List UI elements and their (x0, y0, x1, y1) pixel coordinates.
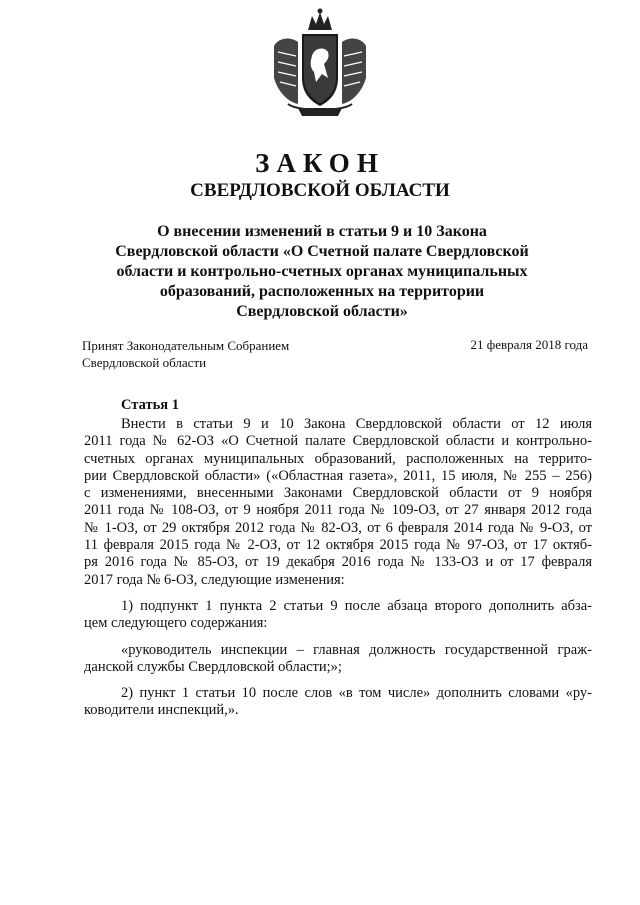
heading-line: образований, расположенных на территории (159, 283, 485, 300)
text-line: 2011 года № 62-ОЗ «О Счетной палате Свердловской области и контрольно- (84, 433, 592, 450)
text-line: с изменениями, внесенными Законами Свердловской области от 9 ноября (84, 485, 592, 502)
text-line: Внести в статьи 9 и 10 Закона Свердловской области от 12 июля (121, 416, 592, 432)
text-line: 2017 года № 6-ОЗ, следующие изменения: (84, 571, 345, 588)
text-line: № 1-ОЗ, от 29 октября 2012 года № 82-ОЗ, от 6 февраля 2014 года № 9-ОЗ, от (84, 519, 592, 536)
coat-of-arms-emblem (268, 8, 372, 120)
article-body (84, 416, 592, 720)
adoption-line: Принят Законодательным Собранием (82, 338, 290, 353)
heading-line: О внесении изменений в статьи 9 и 10 Закона (157, 223, 487, 240)
text-line: 11 февраля 2015 года № 2-ОЗ, от 12 октября 2015 года № 97-ОЗ, от 17 октяб- (84, 537, 592, 554)
text-line: ководители инспекций,». (84, 702, 239, 719)
text-line: цем следующего содержания: (84, 615, 268, 632)
heading-line: Свердловской области «О Счетной палате Свердловской (115, 243, 529, 260)
paragraph (84, 598, 592, 633)
text-line: 2) пункт 1 статьи 10 после слов «в том числе» дополнить словами «ру- (121, 685, 592, 702)
document-title: ЗАКОН (255, 148, 385, 178)
text-line: ря 2016 года № 85-ОЗ, от 19 декабря 2016 года № 133-ОЗ и от 17 февраля (84, 554, 592, 571)
text-line: 2011 года № 108-ОЗ, от 9 ноября 2011 года № 109-ОЗ, от 27 января 2012 года (84, 502, 592, 519)
heading-line: области и контрольно-счетных органах муниципальных (116, 263, 528, 280)
document-subtitle: СВЕРДЛОВСКОЙ ОБЛАСТИ (190, 180, 450, 201)
paragraph (84, 642, 592, 677)
text-line: рии Свердловской области» («Областная газета», 2011, 15 июля, № 255 – 256) (84, 467, 592, 484)
heading-line: Свердловской области» (236, 303, 408, 320)
adoption-date: 21 февраля 2018 года (470, 337, 588, 352)
paragraph (84, 416, 592, 589)
text-line: «руководитель инспекции – главная должность государственной граж- (121, 641, 592, 658)
adoption-line: Свердловской области (82, 355, 207, 370)
text-line: 1) подпункт 1 пункта 2 статьи 9 после абзаца второго дополнить абза- (121, 597, 592, 614)
text-line: данской службы Свердловской области;»; (84, 658, 342, 675)
paragraph (84, 685, 592, 720)
law-heading (92, 222, 552, 322)
text-line: счетных органах муниципальных образований, расположенных на террито- (84, 450, 592, 467)
adoption-note (82, 337, 289, 371)
article-title: Статья 1 (121, 397, 179, 413)
coat-of-arms-icon (268, 8, 372, 120)
